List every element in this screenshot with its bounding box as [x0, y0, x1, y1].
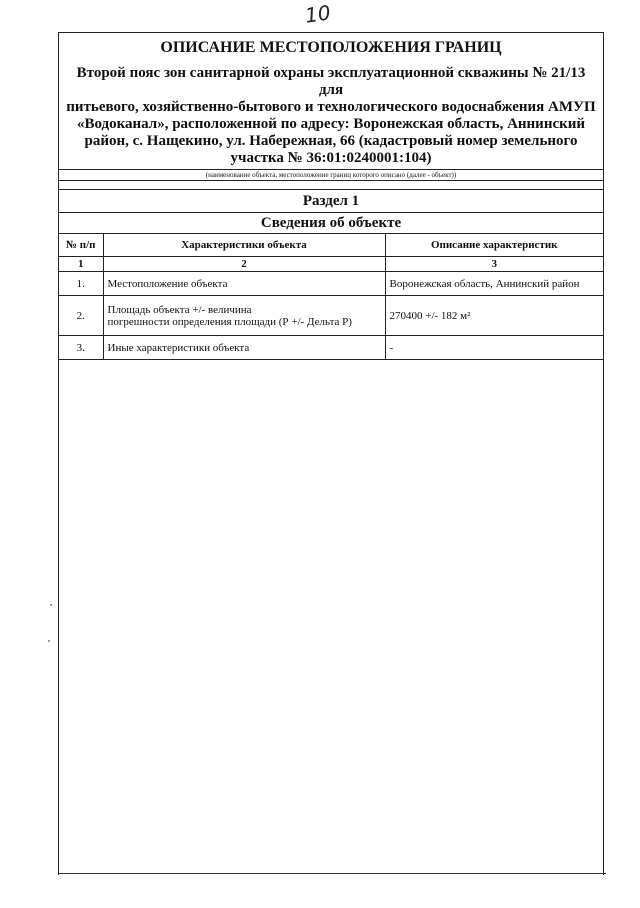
header-cell-number: № п/п [59, 234, 103, 257]
document-frame [58, 32, 604, 875]
characteristic-line: погрешности определения площади (Р +/- Дельта Р) [107, 315, 352, 328]
bottom-border [58, 873, 606, 874]
section-title: Раздел 1 [59, 189, 603, 212]
document-subject [59, 65, 603, 167]
object-info-table [59, 233, 603, 360]
row-number: 1. [59, 272, 103, 296]
header-cell-characteristic: Характеристики объекта [103, 234, 385, 257]
table-row [59, 272, 603, 296]
table-header-row [59, 234, 603, 257]
table-row [59, 336, 603, 360]
subject-line: Второй пояс зон санитарной охраны эксплуатационной скважины № 21/13 для [76, 65, 586, 98]
table-row [59, 296, 603, 336]
section-subtitle: Сведения об объекте [59, 212, 603, 233]
scan-speck [50, 604, 52, 606]
object-caption: (наименование объекта, местоположение границ которого описано (далее - объект)) [205, 171, 457, 179]
row-value: 270400 +/- 182 м² [385, 296, 603, 336]
document-title: ОПИСАНИЕ МЕСТОПОЛОЖЕНИЯ ГРАНИЦ [160, 39, 502, 56]
index-cell: 1 [59, 257, 103, 272]
index-cell: 2 [103, 257, 385, 272]
row-value: Воронежская область, Аннинский район [385, 272, 603, 296]
scan-speck [48, 640, 50, 642]
row-number: 2. [59, 296, 103, 336]
characteristic-line: Площадь объекта +/- величина [107, 303, 252, 316]
row-characteristic: Местоположение объекта [103, 272, 385, 296]
header-cell-description: Описание характеристик [385, 234, 603, 257]
table-index-row [59, 257, 603, 272]
subject-line: «Водоканал», расположенной по адресу: Воронежская область, Аннинский [76, 116, 586, 132]
index-cell: 3 [385, 257, 603, 272]
spacer-row [59, 180, 603, 189]
row-number: 3. [59, 336, 103, 360]
subject-line: район, с. Нащекино, ул. Набережная, 66 (кадастровый номер земельного [84, 133, 578, 149]
subject-line: участка № 36:01:0240001:104) [230, 150, 432, 166]
row-characteristic: Иные характеристики объекта [103, 336, 385, 360]
row-value: - [385, 336, 603, 360]
page-number: 10 [303, 0, 332, 28]
row-characteristic [103, 296, 385, 336]
subject-line: питьевого, хозяйственно-бытового и технологического водоснабжения АМУП [66, 99, 596, 115]
